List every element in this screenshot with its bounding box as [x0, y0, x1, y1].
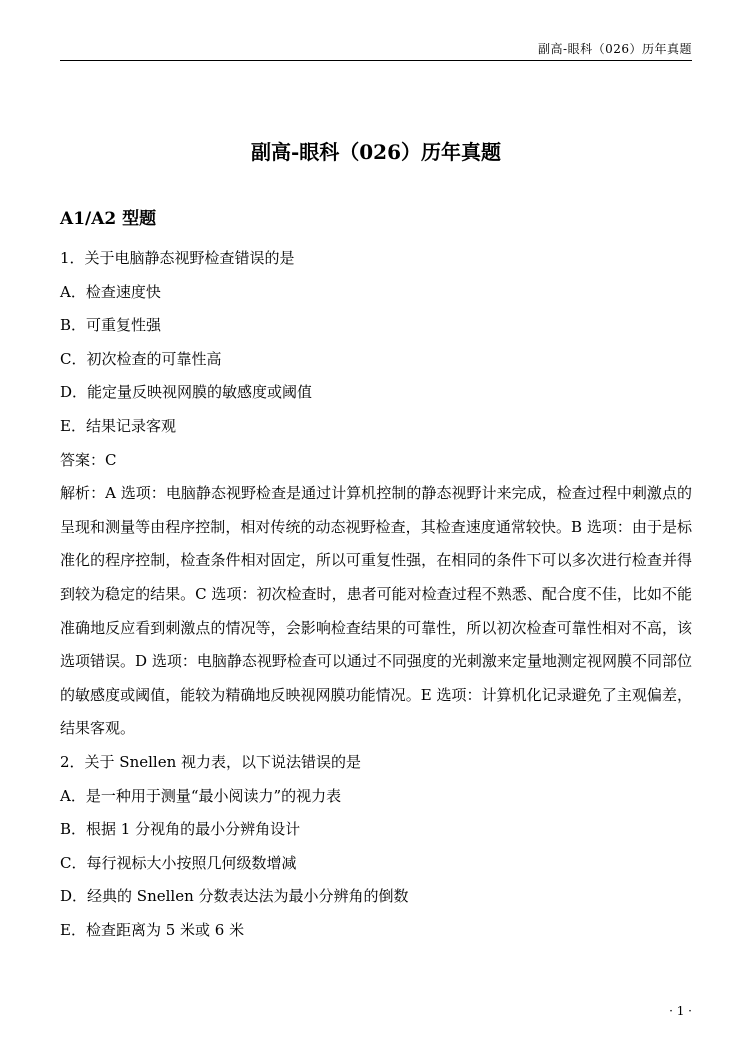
running-header: 副高-眼科（026）历年真题: [538, 42, 692, 56]
option-c: C．每行视标大小按照几何级数增减: [60, 853, 297, 872]
option-d: D．经典的 Snellen 分数表达法为最小分辨角的倒数: [60, 887, 409, 906]
question-2: [60, 746, 692, 948]
option-c: C．初次检查的可靠性高: [60, 349, 222, 368]
document-title: 副高-眼科（026）历年真题: [250, 140, 502, 164]
option-d: D．能定量反映视网膜的敏感度或阈值: [60, 383, 313, 402]
option-b: B．可重复性强: [60, 316, 162, 335]
question-stem: 1．关于电脑静态视野检查错误的是: [60, 249, 295, 267]
question-stem: 2．关于 Snellen 视力表，以下说法错误的是: [60, 752, 362, 771]
question-list: [60, 242, 692, 947]
page-number: · 1 ·: [669, 1004, 692, 1018]
analysis: 解析：A 选项：电脑静态视野检查是通过计算机控制的静态视野计来完成，检查过程中刺激点的呈现和测量等由程序控制，相对传统的动态视野检查，其检查速度通常较快。B 选项：由于是标准化的程序控制，检查条件相对固定，所以可重复性强，在相同的条件下可以多次进行检查并得到较为稳定的结果。C 选项：初次检查时，患者可能对检查过程不熟悉、配合度不佳，比如不能准确地反应看到刺激点的情况等，会影响检查结果的可靠性，所以初次检查可靠性相对不高，该选项错误。D 选项：电脑静态视野检查可以通过不同强度的光刺激来定量地测定视网膜不同部位的敏感度或阈值，能较为精确地反映视网膜功能情况。E 选项：计算机化记录避免了主观偏差，结果客观。: [60, 484, 692, 738]
answer: 答案：C: [60, 450, 117, 469]
option-a: A．是一种用于测量“最小阅读力”的视力表: [60, 786, 342, 805]
section-heading: A1/A2 型题: [60, 209, 157, 229]
question-1: [60, 242, 692, 746]
option-a: A．检查速度快: [60, 282, 161, 301]
header-rule: [60, 60, 692, 61]
option-e: E．结果记录客观: [60, 416, 176, 435]
option-b: B．根据 1 分视角的最小分辨角设计: [60, 820, 301, 839]
option-e: E．检查距离为 5 米或 6 米: [60, 920, 245, 939]
